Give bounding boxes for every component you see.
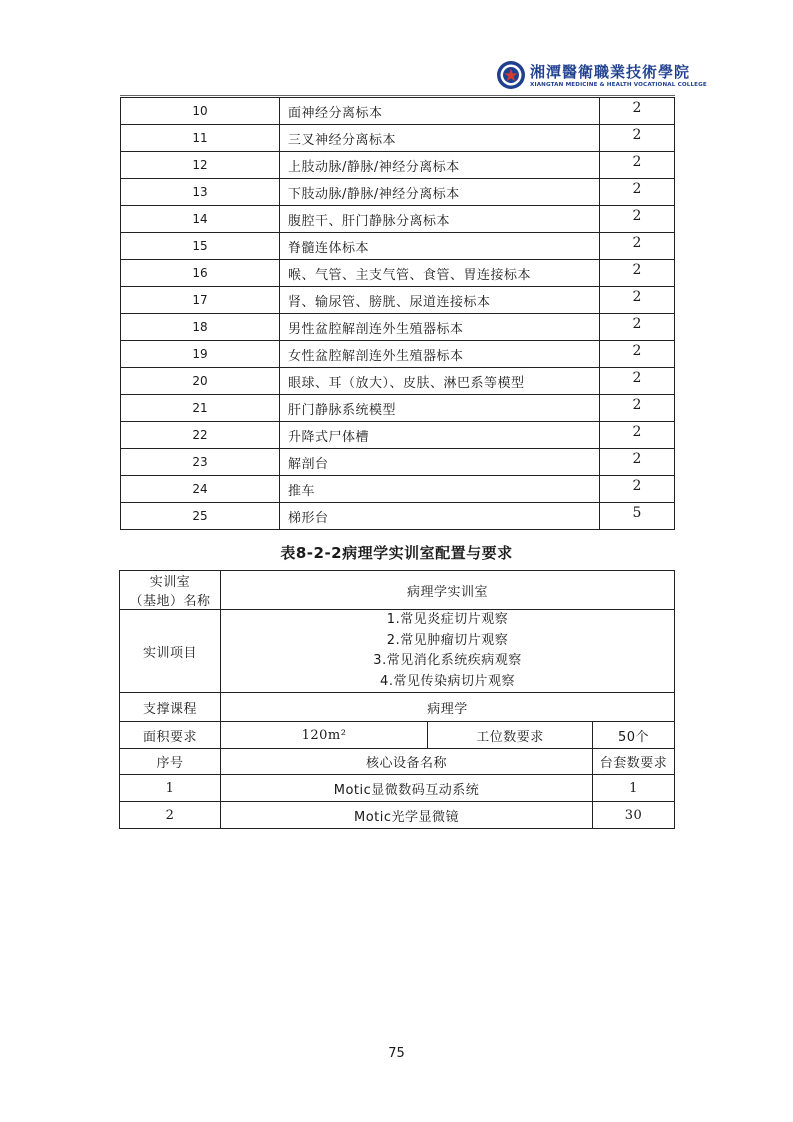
table-row xyxy=(121,98,675,125)
row-no: 25 xyxy=(121,503,280,530)
row-quantity: 2 xyxy=(600,233,675,260)
table-row xyxy=(121,449,675,476)
project-label: 实训项目 xyxy=(120,610,221,693)
row-equipment-name: 腹腔干、肝门静脉分离标本 xyxy=(280,206,600,233)
row-quantity: 2 xyxy=(600,98,675,125)
row-sets: 1 xyxy=(593,775,675,802)
row-equipment-name: 女性盆腔解剖连外生殖器标本 xyxy=(280,341,600,368)
row-equipment-name: 肾、输尿管、膀胱、尿道连接标本 xyxy=(280,287,600,314)
table-row xyxy=(121,233,675,260)
equipment-header-row xyxy=(120,749,675,775)
row-no: 1 xyxy=(120,775,221,802)
row-no: 17 xyxy=(121,287,280,314)
pathology-lab-table xyxy=(119,570,675,829)
row-no: 15 xyxy=(121,233,280,260)
project-item: 4.常见传染病切片观察 xyxy=(380,673,515,689)
course-value: 病理学 xyxy=(221,693,675,722)
table-caption: 表8-2-2病理学实训室配置与要求 xyxy=(280,544,513,562)
table-row xyxy=(121,314,675,341)
row-quantity: 2 xyxy=(600,287,675,314)
table-row xyxy=(121,260,675,287)
row-equipment-name: 上肢动脉/静脉/神经分离标本 xyxy=(280,152,600,179)
col-header-equipment: 核心设备名称 xyxy=(221,749,593,775)
row-quantity: 2 xyxy=(600,449,675,476)
row-no: 18 xyxy=(121,314,280,341)
row-no: 12 xyxy=(121,152,280,179)
table-row xyxy=(121,206,675,233)
college-emblem-icon xyxy=(496,60,526,90)
project-list xyxy=(221,610,675,693)
course-row xyxy=(120,693,675,722)
row-equipment-name: 升降式尸体槽 xyxy=(280,422,600,449)
row-quantity: 2 xyxy=(600,368,675,395)
row-no: 14 xyxy=(121,206,280,233)
row-quantity: 2 xyxy=(600,179,675,206)
row-no: 10 xyxy=(121,98,280,125)
page-number: 75 xyxy=(388,1046,405,1061)
area-label: 面积要求 xyxy=(120,722,221,749)
row-equipment-name: 脊髓连体标本 xyxy=(280,233,600,260)
project-item: 2.常见肿瘤切片观察 xyxy=(386,632,509,648)
row-quantity: 2 xyxy=(600,314,675,341)
equipment-table-body xyxy=(121,98,675,530)
row-equipment-name: 面神经分离标本 xyxy=(280,98,600,125)
row-equipment-name: Motic显微数码互动系统 xyxy=(221,775,593,802)
row-no: 23 xyxy=(121,449,280,476)
table-row xyxy=(121,503,675,530)
col-header-no: 序号 xyxy=(120,749,221,775)
table-row xyxy=(121,368,675,395)
row-quantity: 2 xyxy=(600,152,675,179)
row-quantity: 5 xyxy=(600,503,675,530)
room-label xyxy=(120,571,221,610)
room-label-line1: 实训室 xyxy=(149,575,191,590)
row-no: 13 xyxy=(121,179,280,206)
row-no: 16 xyxy=(121,260,280,287)
row-no: 11 xyxy=(121,125,280,152)
college-name-cn: 湘潭醫衛職業技術學院 xyxy=(530,63,691,81)
room-row xyxy=(120,571,675,610)
table-row xyxy=(121,125,675,152)
station-label: 工位数要求 xyxy=(428,722,593,749)
equipment-table xyxy=(120,97,675,530)
table-row xyxy=(120,802,675,829)
row-no: 20 xyxy=(121,368,280,395)
course-label: 支撑课程 xyxy=(120,693,221,722)
row-quantity: 2 xyxy=(600,422,675,449)
table-row xyxy=(121,287,675,314)
room-value: 病理学实训室 xyxy=(221,571,675,610)
project-item: 1.常见炎症切片观察 xyxy=(386,612,509,627)
table-row xyxy=(121,179,675,206)
row-equipment-name: 三叉神经分离标本 xyxy=(280,125,600,152)
row-equipment-name: Motic光学显微镜 xyxy=(221,802,593,829)
row-equipment-name: 下肢动脉/静脉/神经分离标本 xyxy=(280,179,600,206)
table-row xyxy=(120,775,675,802)
table-row xyxy=(121,152,675,179)
college-name-en: XIANGTAN MEDICINE & HEALTH VOCATIONAL COLLEGE xyxy=(530,82,707,88)
table-row xyxy=(121,422,675,449)
table-row xyxy=(121,476,675,503)
row-quantity: 2 xyxy=(600,476,675,503)
table-row xyxy=(121,395,675,422)
row-quantity: 2 xyxy=(600,341,675,368)
project-row xyxy=(120,610,675,693)
row-equipment-name: 男性盆腔解剖连外生殖器标本 xyxy=(280,314,600,341)
row-sets: 30 xyxy=(593,802,675,829)
station-value: 50个 xyxy=(593,722,675,749)
room-label-line2: （基地）名称 xyxy=(129,594,211,609)
row-no: 19 xyxy=(121,341,280,368)
project-item: 3.常见消化系统疾病观察 xyxy=(373,653,522,668)
row-quantity: 2 xyxy=(600,260,675,287)
row-quantity: 2 xyxy=(600,125,675,152)
row-equipment-name: 肝门静脉系统模型 xyxy=(280,395,600,422)
area-row xyxy=(120,722,675,749)
row-equipment-name: 推车 xyxy=(280,476,600,503)
row-quantity: 2 xyxy=(600,206,675,233)
row-equipment-name: 喉、气管、主支气管、食管、胃连接标本 xyxy=(280,260,600,287)
row-no: 24 xyxy=(121,476,280,503)
table-row xyxy=(121,341,675,368)
row-quantity: 2 xyxy=(600,395,675,422)
row-equipment-name: 眼球、耳（放大）、皮肤、淋巴系等模型 xyxy=(280,368,600,395)
area-value: 120m² xyxy=(221,722,428,749)
row-no: 21 xyxy=(121,395,280,422)
page-header xyxy=(496,60,707,96)
row-no: 22 xyxy=(121,422,280,449)
row-no: 2 xyxy=(120,802,221,829)
row-equipment-name: 梯形台 xyxy=(280,503,600,530)
col-header-sets: 台套数要求 xyxy=(593,749,675,775)
row-equipment-name: 解剖台 xyxy=(280,449,600,476)
header-divider xyxy=(120,95,675,96)
